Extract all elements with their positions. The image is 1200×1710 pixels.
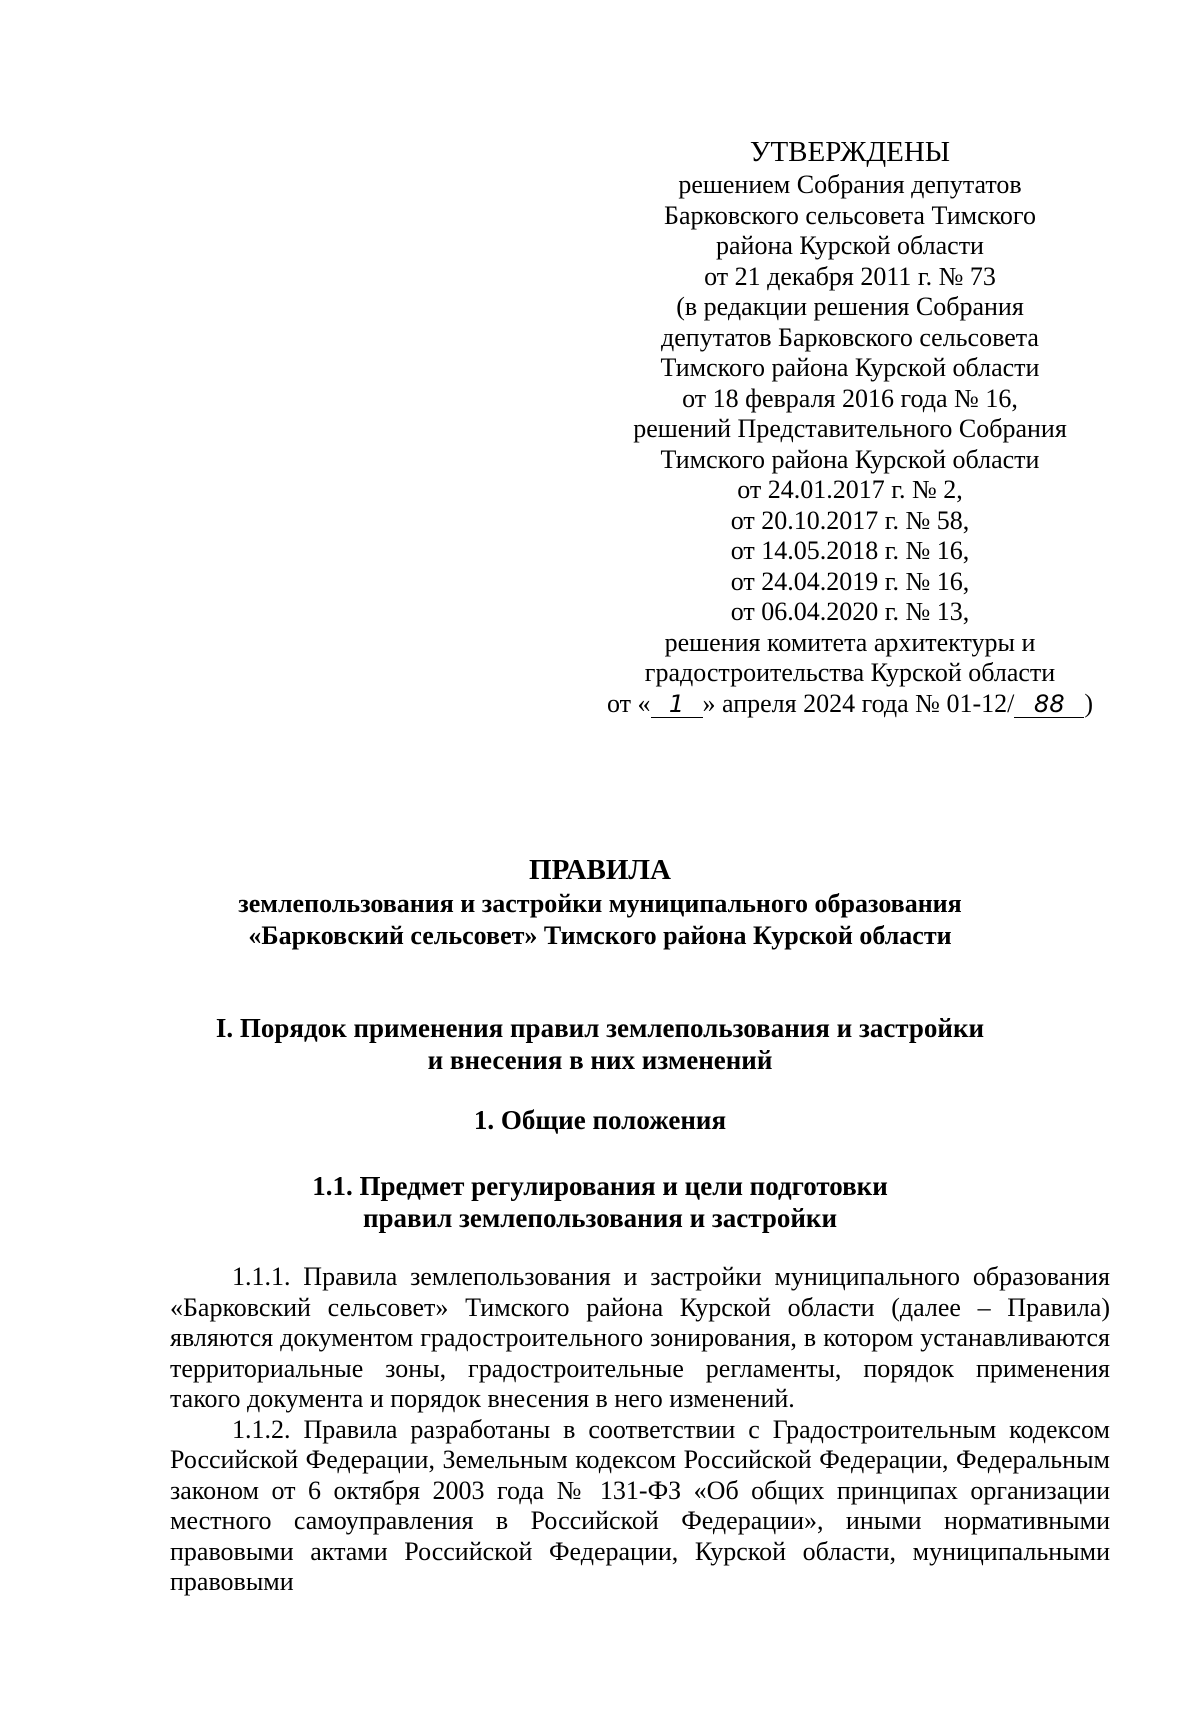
document-title-heading: ПРАВИЛА xyxy=(529,854,671,886)
approval-line: Тимского района Курской области xyxy=(660,353,1040,382)
approval-line: от 21 декабря 2011 г. № 73 xyxy=(704,261,996,291)
approval-line: решением Собрания депутатов xyxy=(678,170,1022,199)
document-title-line: «Барковский сельсовет» Тимского района Курской области xyxy=(248,921,952,950)
approval-line: от 14.05.2018 г. № 16, xyxy=(730,536,970,565)
approval-line: Барковского сельсовета Тимского xyxy=(664,200,1036,230)
paragraph: 1.1.2. Правила разработаны в соответствии с Градостроительным кодексом Российской Федерации, Земельным кодексом Российской Федерации, Федеральным законом от 6 октября 2003 года № 131-ФЗ «Об общих принципах организации местного самоуправления в Российской Федерации», иными нормативными правовыми актами Российской Федерации, Курской области, муниципальными правовыми xyxy=(170,1414,1110,1596)
chapter-heading-text: 1. Общие положения xyxy=(473,1105,727,1135)
handwritten-number: 88 xyxy=(1014,691,1084,718)
approval-line: решений Представительного Собрания xyxy=(633,414,1067,443)
subsection-heading-line: 1.1. Предмет регулирования и цели подготовки xyxy=(312,1171,888,1201)
document-title-line: землепользования и застройки муниципального образования xyxy=(238,889,962,918)
approval-line: градостроительства Курской области xyxy=(644,658,1056,687)
approval-line: от 24.01.2017 г. № 2, xyxy=(737,475,963,504)
approval-line: района Курской области xyxy=(716,231,984,260)
section-heading-line: и внесения в них изменений xyxy=(427,1045,773,1075)
section-heading-line: I. Порядок применения правил землепользования и застройки xyxy=(215,1013,985,1043)
approval-stamp xyxy=(600,135,1100,719)
paragraph: 1.1.1. Правила землепользования и застройки муниципального образования «Барковский сельсовет» Тимского района Курской области (далее – Правила) являются документом градостроительного зонирования, в котором устанавливаются территориальные зоны, градостроительные регламенты, порядок применения такого документа и порядок внесения в него изменений. xyxy=(170,1262,1110,1413)
approval-heading: УТВЕРЖДЕНЫ xyxy=(749,136,951,168)
chapter-heading xyxy=(0,1104,1200,1136)
approval-date-suffix: ) xyxy=(1084,688,1093,718)
approval-line: от 24.04.2019 г. № 16, xyxy=(730,566,970,596)
approval-line: от 20.10.2017 г. № 58, xyxy=(730,505,970,535)
approval-line: от 18 февраля 2016 года № 16, xyxy=(682,383,1018,413)
approval-line: Тимского района Курской области xyxy=(660,444,1040,474)
approval-date-line xyxy=(600,689,1100,720)
approval-line: решения комитета архитектуры и xyxy=(664,627,1036,657)
subsection-heading xyxy=(0,1170,1200,1234)
section-heading xyxy=(0,1012,1200,1076)
approval-date-middle: » апреля 2024 года № 01-12/ xyxy=(702,688,1015,718)
handwritten-day: 1 xyxy=(651,691,703,718)
approval-line: депутатов Барковского сельсовета xyxy=(661,322,1039,352)
document-title xyxy=(0,852,1200,952)
approval-date-prefix: от « xyxy=(606,688,651,718)
approval-line: от 06.04.2020 г. № 13, xyxy=(730,597,970,626)
approval-line: (в редакции решения Собрания xyxy=(676,292,1024,321)
subsection-heading-line: правил землепользования и застройки xyxy=(362,1203,838,1233)
document-body xyxy=(170,1262,1110,1598)
